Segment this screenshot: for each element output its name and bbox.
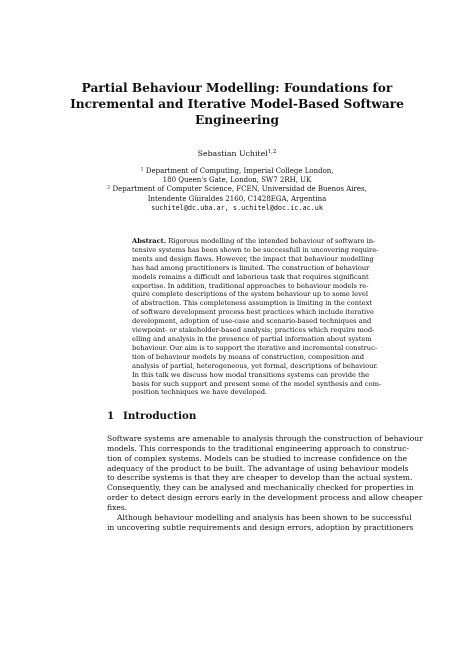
abstract-heading: Abstract.: [132, 237, 167, 245]
intro-line: adequacy of the product to be built. The advantage of using behaviour models: [107, 463, 409, 473]
abstract-line: analysis of partial, heterogeneous, yet formal, descriptions of behaviour.: [132, 361, 378, 370]
section-number: 1: [107, 410, 115, 422]
affiliation-1-line: [60, 167, 414, 176]
affiliation-2-address: Intendente Güiraldes 2160, C1428EGA, Argentina: [147, 194, 327, 203]
abstract-line: of software development process best practices which include iterative: [132, 308, 374, 317]
abstract-line: [132, 237, 376, 246]
abstract-line: expertise. In addition, traditional approaches to behaviour models re-: [132, 281, 369, 290]
abstract-line: elling and analysis in the presence of partial information about system: [132, 334, 372, 343]
abstract-line: basis for such support and present some of the model synthesis and com-: [132, 379, 382, 388]
title-line: Partial Behaviour Modelling: Foundations for: [81, 81, 393, 95]
intro-line: tion of complex systems. Models can be studied to increase confidence on the: [107, 453, 407, 463]
abstract-line: quire complete descriptions of the system behaviour up to some level: [132, 290, 368, 299]
abstract-line: behaviour. Our aim is to support the iterative and incremental construc-: [132, 343, 378, 352]
affiliation-2-text: Department of Computer Science, FCEN, Universidad de Buenos Aires,: [112, 185, 367, 194]
affiliation-2-line: [60, 185, 414, 194]
introduction-body: [107, 434, 423, 532]
intro-line: fixes.: [107, 502, 128, 512]
author-emails: suchitel@dc.uba.ar, s.uchitel@doc.ic.ac.uk: [151, 203, 323, 212]
abstract-line: has had among practitioners is limited. The construction of behaviour: [132, 263, 370, 272]
abstract: [132, 237, 382, 397]
author-affiliation-marks: 1,2: [267, 149, 277, 155]
author-line: [60, 149, 414, 159]
abstract-line: of abstraction. This completeness assumption is limiting in the context: [132, 299, 373, 308]
intro-line: to describe systems is that they are cheaper to develop than the actual system.: [107, 473, 413, 483]
intro-line: Software systems are amenable to analysis through the construction of behaviour: [107, 434, 423, 443]
paper-title: [60, 80, 414, 128]
abstract-line: tion of behaviour models by means of construction, composition and: [132, 352, 364, 361]
affiliations: [60, 167, 414, 213]
title-line: Engineering: [194, 113, 280, 127]
section-title: Introduction: [123, 410, 197, 422]
intro-line: in uncovering subtle requirements and design errors, adoption by practitioners: [107, 522, 414, 532]
affiliation-2-mark: 2: [107, 184, 111, 191]
title-line: Incremental and Iterative Model-Based Software: [70, 97, 404, 111]
abstract-line: In this talk we discuss how modal transitions systems can provide the: [132, 370, 370, 379]
intro-line: Although behaviour modelling and analysis has been shown to be successful: [117, 512, 412, 522]
abstract-line: position techniques we have developed.: [132, 388, 268, 397]
abstract-line: development, adoption of use-case and scenario-based techniques and: [132, 317, 372, 326]
intro-line: Consequently, they can be analysed and mechanically checked for properties in: [107, 483, 414, 493]
affiliation-1-mark: 1: [140, 166, 144, 173]
abstract-line: tensive systems has been shown to be successfull in uncovering require-: [132, 245, 379, 254]
section-heading: [107, 410, 407, 422]
intro-line: models. This corresponds to the traditional engineering approach to construc-: [107, 443, 409, 453]
intro-line: order to detect design errors early in the development process and allow cheaper: [107, 493, 423, 503]
abstract-line: viewpoint- or stakeholder-based analysis; practices which require mod-: [132, 326, 375, 335]
affiliation-1-address: 180 Queen's Gate, London, SW7 2RH, UK: [162, 176, 312, 185]
abstract-text: Rigorous modelling of the intended behaviour of software in-: [166, 237, 376, 245]
abstract-line: models remains a difficult and laborious task that requires significant: [132, 272, 369, 281]
abstract-line: ments and design flaws. However, the impact that behaviour modelling: [132, 254, 374, 263]
author-name: Sebastian Uchitel: [197, 149, 268, 158]
affiliation-1-text: Department of Computing, Imperial College London,: [145, 167, 334, 175]
